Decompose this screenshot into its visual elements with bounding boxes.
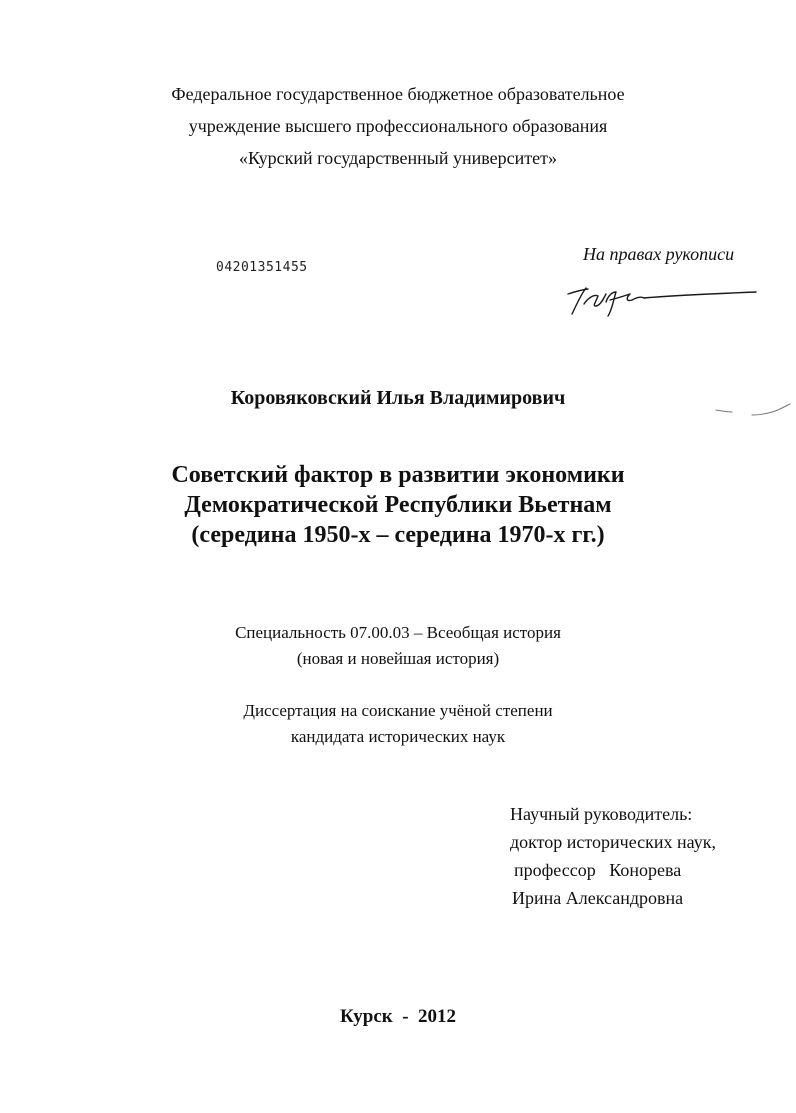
specialty-line-2: (новая и новейшая история) [296,649,500,668]
degree-line-1: Диссертация на соискание учёной степени [243,701,553,720]
advisor-line-4: Ирина Александровна [512,888,684,908]
author-signature [566,280,762,320]
specialty-line-1: Специальность 07.00.03 – Всеобщая история [235,623,561,642]
advisor-line-1: Научный руководитель: [510,804,693,824]
specialty [0,620,796,672]
title-line-3: (середина 1950-х – середина 1970-х гг.) [191,522,605,548]
title-line-1: Советский фактор в развитии экономики [171,462,625,488]
degree-line-2: кандидата исторических наук [290,727,506,746]
scientific-advisor [508,800,716,912]
org-line-2: учреждение высшего профессионального образования [188,116,608,136]
city-year: Курск - 2012 [339,1006,457,1027]
author-name: Коровяковский Илья Владимирович [230,387,566,409]
title-line-2: Демократической Республики Вьетнам [184,492,612,518]
dissertation-title [0,460,796,550]
organization-header [0,78,796,174]
advisor-line-3: профессор Конорева [514,860,682,880]
org-line-3: «Курский государственный университет» [238,148,558,168]
archive-number: 04201351455 [216,260,308,275]
manuscript-note: На правах рукописи [583,244,735,264]
degree-statement [0,698,796,750]
advisor-line-2: доктор исторических наук, [510,832,716,852]
org-line-1: Федеральное государственное бюджетное образовательное [171,84,625,104]
